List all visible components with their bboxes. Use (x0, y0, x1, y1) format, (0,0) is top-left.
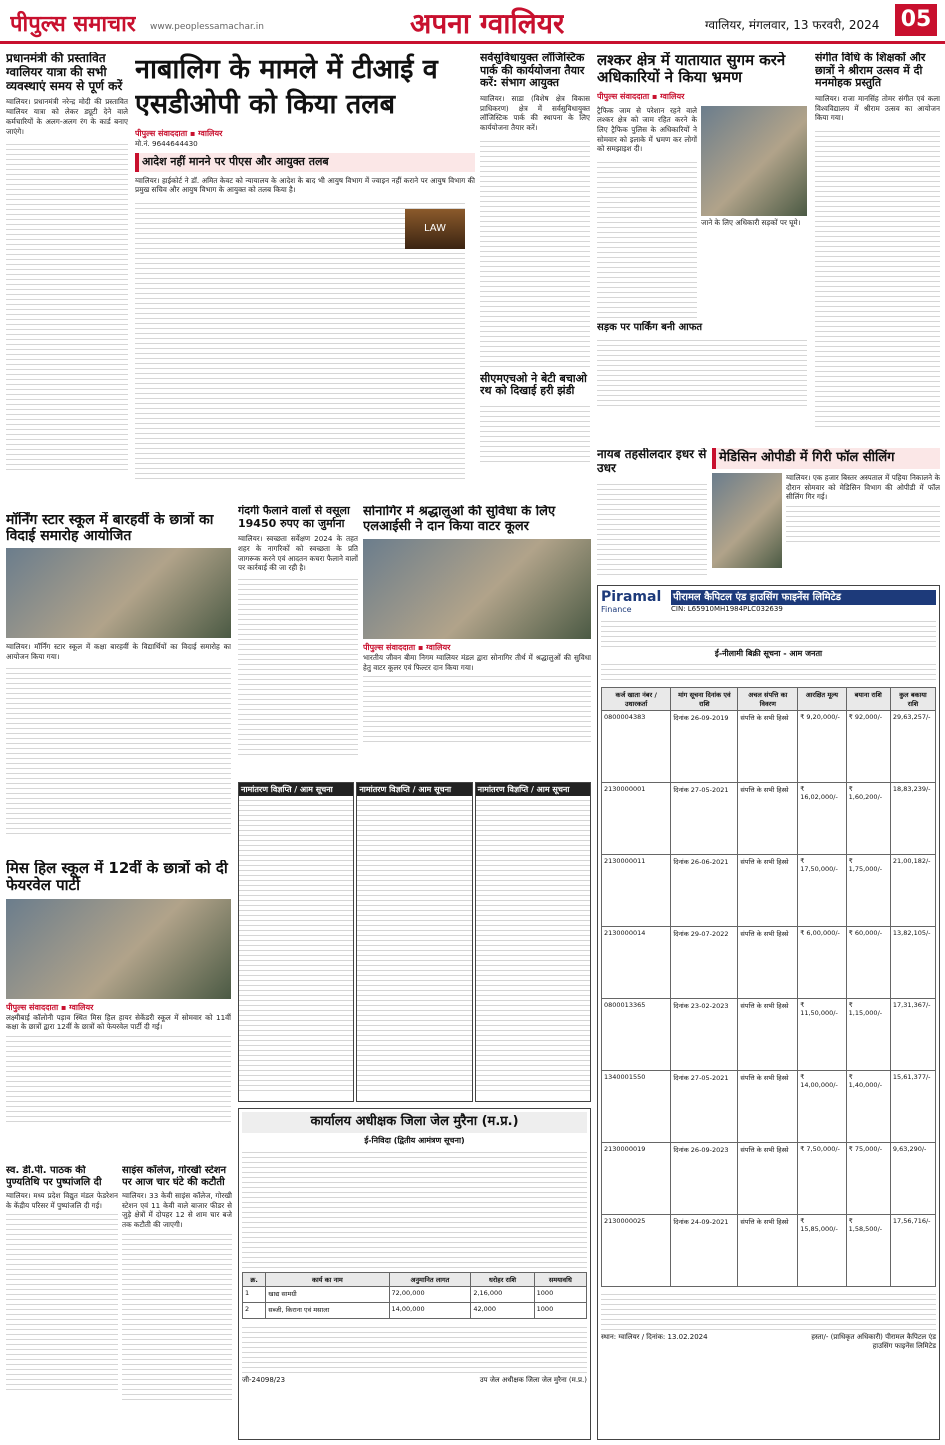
table-cell: दिनांक 27-05-2021 (671, 783, 738, 855)
notice-text (476, 796, 590, 1092)
table-cell: 1000 (534, 1287, 586, 1303)
headline: सर्वसुविधायुक्त लॉजिस्टिक पार्क की कार्ययोजना तैयार करें: संभाग आयुक्त (480, 52, 585, 90)
table-cell: 72,00,000 (389, 1287, 471, 1303)
table-cell: संपत्ति के सभी हिस्से (738, 1215, 798, 1287)
logistics-park-article (480, 52, 590, 512)
page-number: 05 (895, 4, 937, 36)
table-cell: ₹ 16,02,000/- (798, 783, 846, 855)
table-cell: संपत्ति के सभी हिस्से (738, 1071, 798, 1143)
water-cooler-photo (363, 539, 591, 639)
headline: प्रधानमंत्री की प्रस्तावित ग्वालियर यात्रा की सभी व्यवस्थाएं समय से पूर्ण करें (6, 52, 123, 93)
table-cell: संपत्ति के सभी हिस्से (738, 783, 798, 855)
minor-case-article (135, 52, 475, 512)
table-row (602, 783, 936, 855)
byline: पीपुल्स संवाददाता ▪ ग्वालियर (597, 91, 685, 101)
table-cell: ₹ 14,00,000/- (798, 1071, 846, 1143)
table-cell: ₹ 15,85,000/- (798, 1215, 846, 1287)
table-cell: 17,56,716/- (890, 1215, 935, 1287)
body-text (6, 664, 231, 834)
notices-block (238, 782, 591, 1102)
students-photo (6, 548, 231, 638)
table-cell: 2130000011 (602, 855, 671, 927)
table-cell: संपत्ति के सभी हिस्से (738, 855, 798, 927)
power-cut-article (122, 1165, 232, 1440)
table-header: कुल बकाया राशि (890, 688, 935, 711)
table-cell: संपत्ति के सभी हिस्से (738, 1143, 798, 1215)
headline: नायब तहसीलदार इधर से उधर (597, 448, 707, 475)
table-cell: ₹ 1,75,000/- (846, 855, 890, 927)
ram-utsav-article (815, 52, 940, 442)
tender-table (242, 1272, 587, 1319)
medicine-article (712, 448, 940, 578)
tender-line: ई-निविदा (द्वितीय आमंत्रण सूचना) (364, 1135, 465, 1145)
body-text (363, 672, 591, 742)
table-cell: 1340001550 (602, 1071, 671, 1143)
table-cell: दिनांक 26-09-2023 (671, 1143, 738, 1215)
table-cell: सब्जी, किराना एवं मसाला (266, 1303, 389, 1319)
table-row (602, 1071, 936, 1143)
notice-intro (601, 660, 936, 684)
notice-title: नामांतरण विज्ञप्ति / आम सूचना (239, 783, 353, 796)
table-cell: ₹ 9,20,000/- (798, 711, 846, 783)
table-header: अनुमानित लागत (389, 1273, 471, 1287)
table-cell: ₹ 75,000/- (846, 1143, 890, 1215)
table-cell: दिनांक 26-06-2021 (671, 855, 738, 927)
lead: ग्वालियर। स्वच्छता सर्वेक्षण 2024 के तहत शहर के नागरिकों को स्वच्छता के प्रति जागरूक करने एवं आदतन कचरा फैलाने वालों पर कार्रवाई की जा रही है। (238, 534, 358, 573)
table-cell: दिनांक 24-09-2021 (671, 1215, 738, 1287)
table-cell: 2130000001 (602, 783, 671, 855)
notice-title: नामांतरण विज्ञप्ति / आम सूचना (476, 783, 590, 796)
table-cell: 1000 (534, 1303, 586, 1319)
table-cell: 21,00,182/- (890, 855, 935, 927)
masthead (0, 0, 945, 44)
pm-visit-article (6, 52, 128, 492)
table-cell: 17,31,367/- (890, 999, 935, 1071)
parking-subhead: सड़क पर पार्किंग बनी आफत (597, 322, 703, 334)
ad-code: जी-24098/23 (242, 1376, 286, 1385)
body-text (597, 158, 697, 318)
tender-title: कार्यालय अधीक्षक जिला जेल मुरैना (म.प्र.) (242, 1112, 587, 1133)
newspaper-logo: पीपुल्स समाचार (10, 11, 136, 37)
reporter-phone: मो.नं. 9644644430 (135, 139, 198, 149)
table-cell: ₹ 11,50,000/- (798, 999, 846, 1071)
lead: ग्वालियर। राजा मानसिंह तोमर संगीत एवं कला विश्वविद्यालय में श्रीराम उत्सव का आयोजन किया गया। (815, 93, 940, 123)
table-cell: 2130000025 (602, 1215, 671, 1287)
table-cell: 9,63,290/- (890, 1143, 935, 1215)
sub-body-text (480, 402, 590, 462)
lead: ग्वालियर। एक हजार बिस्तर अस्पताल में पहिया निकालने के दौरान सोमवार को मेडिसिन विभाग की ओपीडी में फॉल सीलिंग गिर गई। (786, 472, 940, 502)
table-header: कर्ज खाता नंबर / उधारकर्ता (602, 688, 671, 711)
table-header: आरक्षित मूल्य (798, 688, 846, 711)
table-row (602, 1215, 936, 1287)
body-text (6, 1032, 231, 1122)
piramal-logo: Piramal (601, 589, 662, 605)
table-row (243, 1303, 587, 1319)
table-header: अचल संपत्ति का विवरण (738, 688, 798, 711)
table-cell: 2130000014 (602, 927, 671, 999)
table-cell: दिनांक 26-09-2019 (671, 711, 738, 783)
gavel-image: LAW (405, 209, 465, 249)
tender-text (242, 1148, 587, 1268)
table-header: कार्य का नाम (266, 1273, 389, 1287)
signatory: हस्ता/- (प्राधिकृत अधिकारी) पीरामल कैपिटल एंड हाउसिंग फाइनेंस लिमिटेड (811, 1333, 936, 1351)
notice-title: नामांतरण विज्ञप्ति / आम सूचना (357, 783, 471, 796)
table-cell: ₹ 1,58,500/- (846, 1215, 890, 1287)
headline: लश्कर क्षेत्र में यातायात सुगम करने अधिकारियों ने किया भ्रमण (597, 52, 786, 87)
headline: संगीत विधि के शिक्षकों और छात्रों ने श्रीराम उत्सव में दी मनमोहक प्रस्तुति (815, 52, 926, 90)
table-header: धरोहर राशि (471, 1273, 534, 1287)
table-cell: संपत्ति के सभी हिस्से (738, 999, 798, 1071)
table-cell: दिनांक 29-07-2022 (671, 927, 738, 999)
lead: ग्वालियर। हाईकोर्ट ने डॉ. अमित केवट को न्यायालय के आदेश के बाद भी आयुष विभाग में ज्वाइन नहीं कराने पर आयुष विभाग की प्रमुख सचिव और आयुष विभाग के आयुक्त को तलब किया है। (135, 175, 475, 195)
terms-text (601, 1290, 936, 1330)
company-title: पीरामल कैपिटल एंड हाउसिंग फाइनेंस लिमिटेड (671, 590, 936, 606)
jail-tender-ad (238, 1108, 591, 1440)
table-cell: 2,16,000 (471, 1287, 534, 1303)
traffic-article (597, 52, 807, 442)
table-cell: खाद्य सामग्री (266, 1287, 389, 1303)
lead: ट्रैफिक जाम से परेशान रहने वाले लश्कर क्षेत्र को जाम रहित करने के लिए ट्रैफिक पुलिस के अधिकारियों ने सोमवार को इलाके में भ्रमण कर लोगों को समझाइश दी। (597, 105, 697, 154)
lead: ग्वालियर। मध्य प्रदेश विद्युत मंडल फेडरेशन के केंद्रीय परिसर में पुष्पांजलि दी गई। (6, 1191, 118, 1210)
table-cell: ₹ 6,00,000/- (798, 927, 846, 999)
table-header: मांग सूचना दिनांक एवं राशि (671, 688, 738, 711)
table-row (602, 855, 936, 927)
notice-title: ई-नीलामी बिक्री सूचना - आम जनता (714, 649, 823, 659)
table-cell: संपत्ति के सभी हिस्से (738, 711, 798, 783)
ceiling-photo (712, 473, 782, 568)
tender-signatory: उप जेल अधीक्षक जिला जेल मुरैना (म.प्र.) (479, 1376, 587, 1385)
table-cell: दिनांक 23-02-2023 (671, 999, 738, 1071)
piramal-auction-ad (597, 585, 940, 1440)
table-header: क्र. (243, 1273, 266, 1287)
table-header: बयाना राशि (846, 688, 890, 711)
byline: पीपुल्स संवाददाता ▪ ग्वालियर (363, 642, 451, 652)
body-text (6, 140, 128, 470)
notice-text (239, 796, 353, 1092)
subhead: सीएमएचओ ने बेटी बचाओ रथ को दिखाई हरी झंडी (480, 371, 587, 398)
table-cell: ₹ 7,50,000/- (798, 1143, 846, 1215)
tehsildar-article (597, 448, 707, 578)
table-row (243, 1287, 587, 1303)
table-cell: 2 (243, 1303, 266, 1319)
headline: गंदगी फैलाने वालों से वसूला 19450 रुपए का जुर्माना (238, 505, 350, 530)
table-row (602, 711, 936, 783)
section-title: अपना ग्वालियर (410, 7, 565, 40)
lead: लक्ष्मीबाई कॉलोनी पड़ाव स्थित मिस हिल हायर सेकेंडरी स्कूल में सोमवार को 11वीं कक्षा के छात्रों द्वारा 12वीं के छात्रों को फेयरवेल पार्टी दी गई। (6, 1012, 231, 1032)
piramal-sub: Finance (601, 605, 632, 615)
lead: ग्वालियर। मॉर्निंग स्टार स्कूल में कक्षा बारहवीं के विद्यार्थियों का विदाई समारोह का आयोजन किया गया। (6, 642, 231, 661)
farewell-photo (6, 899, 231, 999)
table-row (602, 1143, 936, 1215)
table-cell: 0800004383 (602, 711, 671, 783)
body-text (122, 1230, 232, 1400)
cleanliness-article (238, 505, 358, 777)
body-text (238, 575, 358, 755)
headline: मॉर्निंग स्टार स्कूल में बारहवीं के छात्रों का विदाई समारोह आयोजित (6, 512, 214, 545)
pathak-article (6, 1165, 118, 1440)
lead: ग्वालियर। प्रधानमंत्री नरेन्द्र मोदी की प्रस्तावित ग्वालियर यात्रा को लेकर ड्यूटी देने वाले कर्मचारियों के अलग-अलग रंग के कार्ड बनाए जाएंगे। (6, 97, 128, 136)
miss-hill-article (6, 860, 231, 1160)
issue-date: ग्वालियर, मंगलवार, 13 फरवरी, 2024 (705, 18, 880, 32)
body-text (6, 1210, 118, 1390)
lead: ग्वालियर। 33 केवी साइंस कॉलेज, गोरखी स्टेशन एवं 11 केवी वाले बाजार फीडर से जुड़े क्षेत्रों में दोपहर 12 से शाम चार बजे तक कटौती की जाएगी। (122, 1191, 232, 1230)
table-cell: 13,82,105/- (890, 927, 935, 999)
table-cell: ₹ 60,000/- (846, 927, 890, 999)
table-row (602, 999, 936, 1071)
byline: पीपुल्स संवाददाता ▪ ग्वालियर (6, 1002, 94, 1012)
morning-star-article (6, 512, 231, 852)
subhead: आदेश नहीं मानने पर पीएस और आयुक्त तलब (135, 153, 475, 172)
body-text (786, 502, 940, 542)
auction-table (601, 687, 936, 1287)
headline: मेडिसिन ओपीडी में गिरी फॉल सीलिंग (712, 448, 940, 469)
cin: CIN: L65910MH1984PLC032639 (671, 605, 783, 614)
table-cell: 1 (243, 1287, 266, 1303)
sonagir-article (363, 505, 591, 777)
body-text (815, 127, 940, 427)
parking-text (597, 336, 807, 406)
headline: मिस हिल स्कूल में 12वीं के छात्रों को दी फेयरवेल पार्टी (6, 860, 228, 895)
table-cell: ₹ 1,60,200/- (846, 783, 890, 855)
place-date: स्थान: ग्वालियर / दिनांक: 13.02.2024 (601, 1333, 708, 1342)
headline: सोनागिर में श्रद्धालुओं की सुविधा के लिए एलआईसी ने दान किया वाटर कूलर (363, 505, 556, 534)
table-cell: 42,000 (471, 1303, 534, 1319)
table-cell: ₹ 1,40,000/- (846, 1071, 890, 1143)
table-cell: ₹ 1,15,000/- (846, 999, 890, 1071)
table-cell: 14,00,000 (389, 1303, 471, 1319)
address-text (601, 617, 936, 647)
byline: पीपुल्स संवाददाता ▪ ग्वालियर (135, 129, 223, 139)
photo-caption: जाने के लिए अधिकारी सड़कों पर घूमे। (701, 217, 801, 227)
table-cell: ₹ 17,50,000/- (798, 855, 846, 927)
table-cell: 0800013365 (602, 999, 671, 1071)
table-cell: ₹ 92,000/- (846, 711, 890, 783)
table-cell: 15,61,377/- (890, 1071, 935, 1143)
headline: नाबालिग के मामले में टीआई व एसडीओपी को किया तलब (135, 54, 438, 121)
table-header: समयावधि (534, 1273, 586, 1287)
table-cell: 29,63,257/- (890, 711, 935, 783)
body-text (480, 137, 590, 367)
table-cell: 18,83,239/- (890, 783, 935, 855)
headline: साइंस कॉलेज, गोरखी स्टेशन पर आज चार घंटे की कटौती (122, 1165, 227, 1188)
table-cell: संपत्ति के सभी हिस्से (738, 927, 798, 999)
body-text (597, 480, 707, 575)
website-link[interactable]: www.peoplessamachar.in (150, 22, 264, 32)
table-row (602, 927, 936, 999)
lead: ग्वालियर। साडा (विशेष क्षेत्र विकास प्राधिकरण) क्षेत्र में सर्वसुविधायुक्त लॉजिस्टिक पार्क की स्थापना के लिए कार्ययोजना तैयार करें। (480, 93, 590, 133)
tender-terms (242, 1323, 587, 1373)
lead: भारतीय जीवन बीमा निगम ग्वालियर मंडल द्वारा सोनागिर तीर्थ में श्रद्धालुओं की सुविधा हेतु वाटर कूलर एवं फिल्टर दान किया गया। (363, 652, 591, 672)
headline: स्व. डी.पी. पाठक की पुण्यतिथि पर पुष्पांजलि दी (6, 1165, 102, 1188)
officials-photo (701, 106, 807, 216)
notice-text (357, 796, 471, 1092)
table-cell: 2130000019 (602, 1143, 671, 1215)
table-cell: दिनांक 27-05-2021 (671, 1071, 738, 1143)
